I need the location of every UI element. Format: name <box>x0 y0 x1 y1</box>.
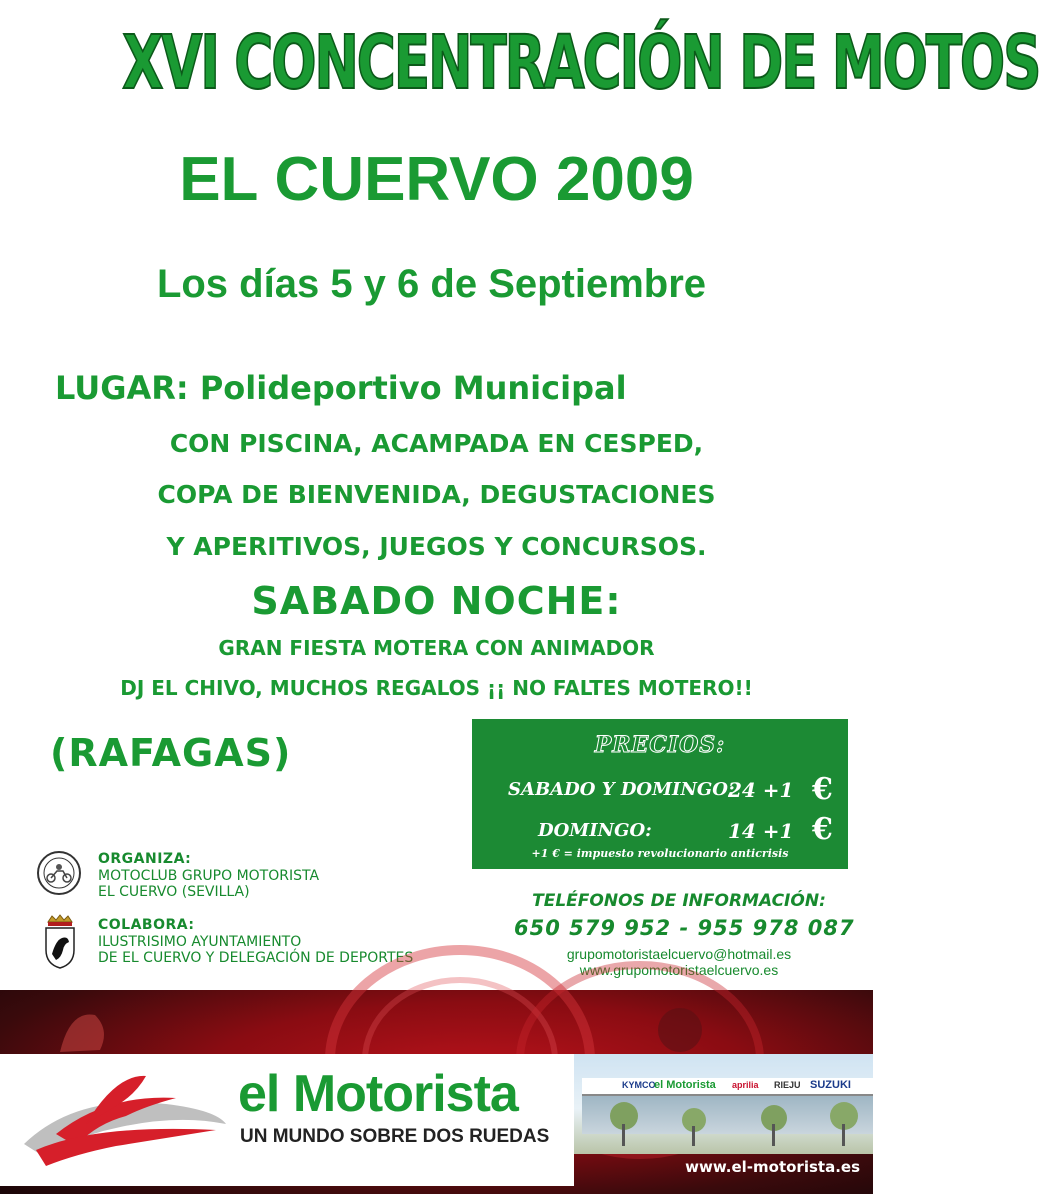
venue-line: LUGAR: Polideportivo Municipal <box>55 369 627 407</box>
saturday-line: GRAN FIESTA MOTERA CON ANIMADOR <box>218 636 655 660</box>
sponsor-tagline: UN MUNDO SOBRE DOS RUEDAS <box>240 1126 550 1147</box>
event-subtitle: EL CUERVO 2009 <box>179 145 694 214</box>
sponsor-banner <box>0 990 873 1194</box>
organiza-line: MOTOCLUB GRUPO MOTORISTA <box>98 868 320 884</box>
prices-note: +1 € = impuesto revolucionario anticrisis <box>531 847 789 860</box>
price-label-sunday: DOMINGO: <box>538 820 652 841</box>
organiza-heading: ORGANIZA: <box>98 851 192 867</box>
price-value-sunday: 14 +1 <box>728 819 794 843</box>
phones-heading: TELÉFONOS DE INFORMACIÓN: <box>532 891 826 911</box>
colabora-line: ILUSTRISIMO AYUNTAMIENTO <box>98 934 302 950</box>
saturday-night-heading: SABADO NOCHE: <box>251 579 622 623</box>
motoclub-seal-icon <box>36 850 82 896</box>
town-coat-of-arms-icon <box>42 914 78 970</box>
rafagas-label: (RAFAGAS) <box>50 731 292 775</box>
feature-line: CON PISCINA, ACAMPADA EN CESPED, <box>169 429 704 458</box>
price-value-weekend: 24 +1 <box>728 778 794 802</box>
organiza-line: EL CUERVO (SEVILLA) <box>98 884 250 900</box>
store-sign: KYMCO <box>622 1080 656 1090</box>
store-photo <box>574 1054 873 1154</box>
feature-line: COPA DE BIENVENIDA, DEGUSTACIONES <box>157 480 716 509</box>
event-title: XVI CONCENTRACIÓN DE MOTOS <box>122 20 1039 106</box>
feature-line: Y APERITIVOS, JUEGOS Y CONCURSOS. <box>166 532 707 561</box>
store-sign: SUZUKI <box>810 1079 851 1091</box>
contact-email: grupomotoristaelcuervo@hotmail.es <box>566 946 792 962</box>
sponsor-brand-name: el Motorista <box>238 1065 518 1123</box>
trees-graphic <box>574 1054 873 1154</box>
brand-panel <box>0 1054 574 1186</box>
store-sign: el Motorista <box>654 1079 716 1091</box>
store-sign: RIEJU <box>774 1080 801 1090</box>
phone-numbers: 650 579 952 - 955 978 087 <box>514 916 855 940</box>
prices-title: PRECIOS: <box>594 732 726 758</box>
colabora-line: DE EL CUERVO Y DELEGACIÓN DE DEPORTES <box>98 950 414 966</box>
saturday-line: DJ EL CHIVO, MUCHOS REGALOS ¡¡ NO FALTES MOTERO!! <box>120 676 753 700</box>
store-sign: aprilia <box>732 1080 759 1090</box>
euro-icon: € <box>812 812 833 847</box>
prices-box <box>472 719 848 869</box>
colabora-heading: COLABORA: <box>98 917 195 933</box>
motorista-logo-icon <box>16 1054 236 1184</box>
sponsor-url[interactable]: www.el-motorista.es <box>685 1158 860 1176</box>
contact-website: www.grupomotoristaelcuervo.es <box>579 962 779 978</box>
price-label-weekend: SABADO Y DOMINGO: <box>508 779 735 800</box>
event-dates: Los días 5 y 6 de Septiembre <box>156 262 707 306</box>
euro-icon: € <box>812 772 833 807</box>
